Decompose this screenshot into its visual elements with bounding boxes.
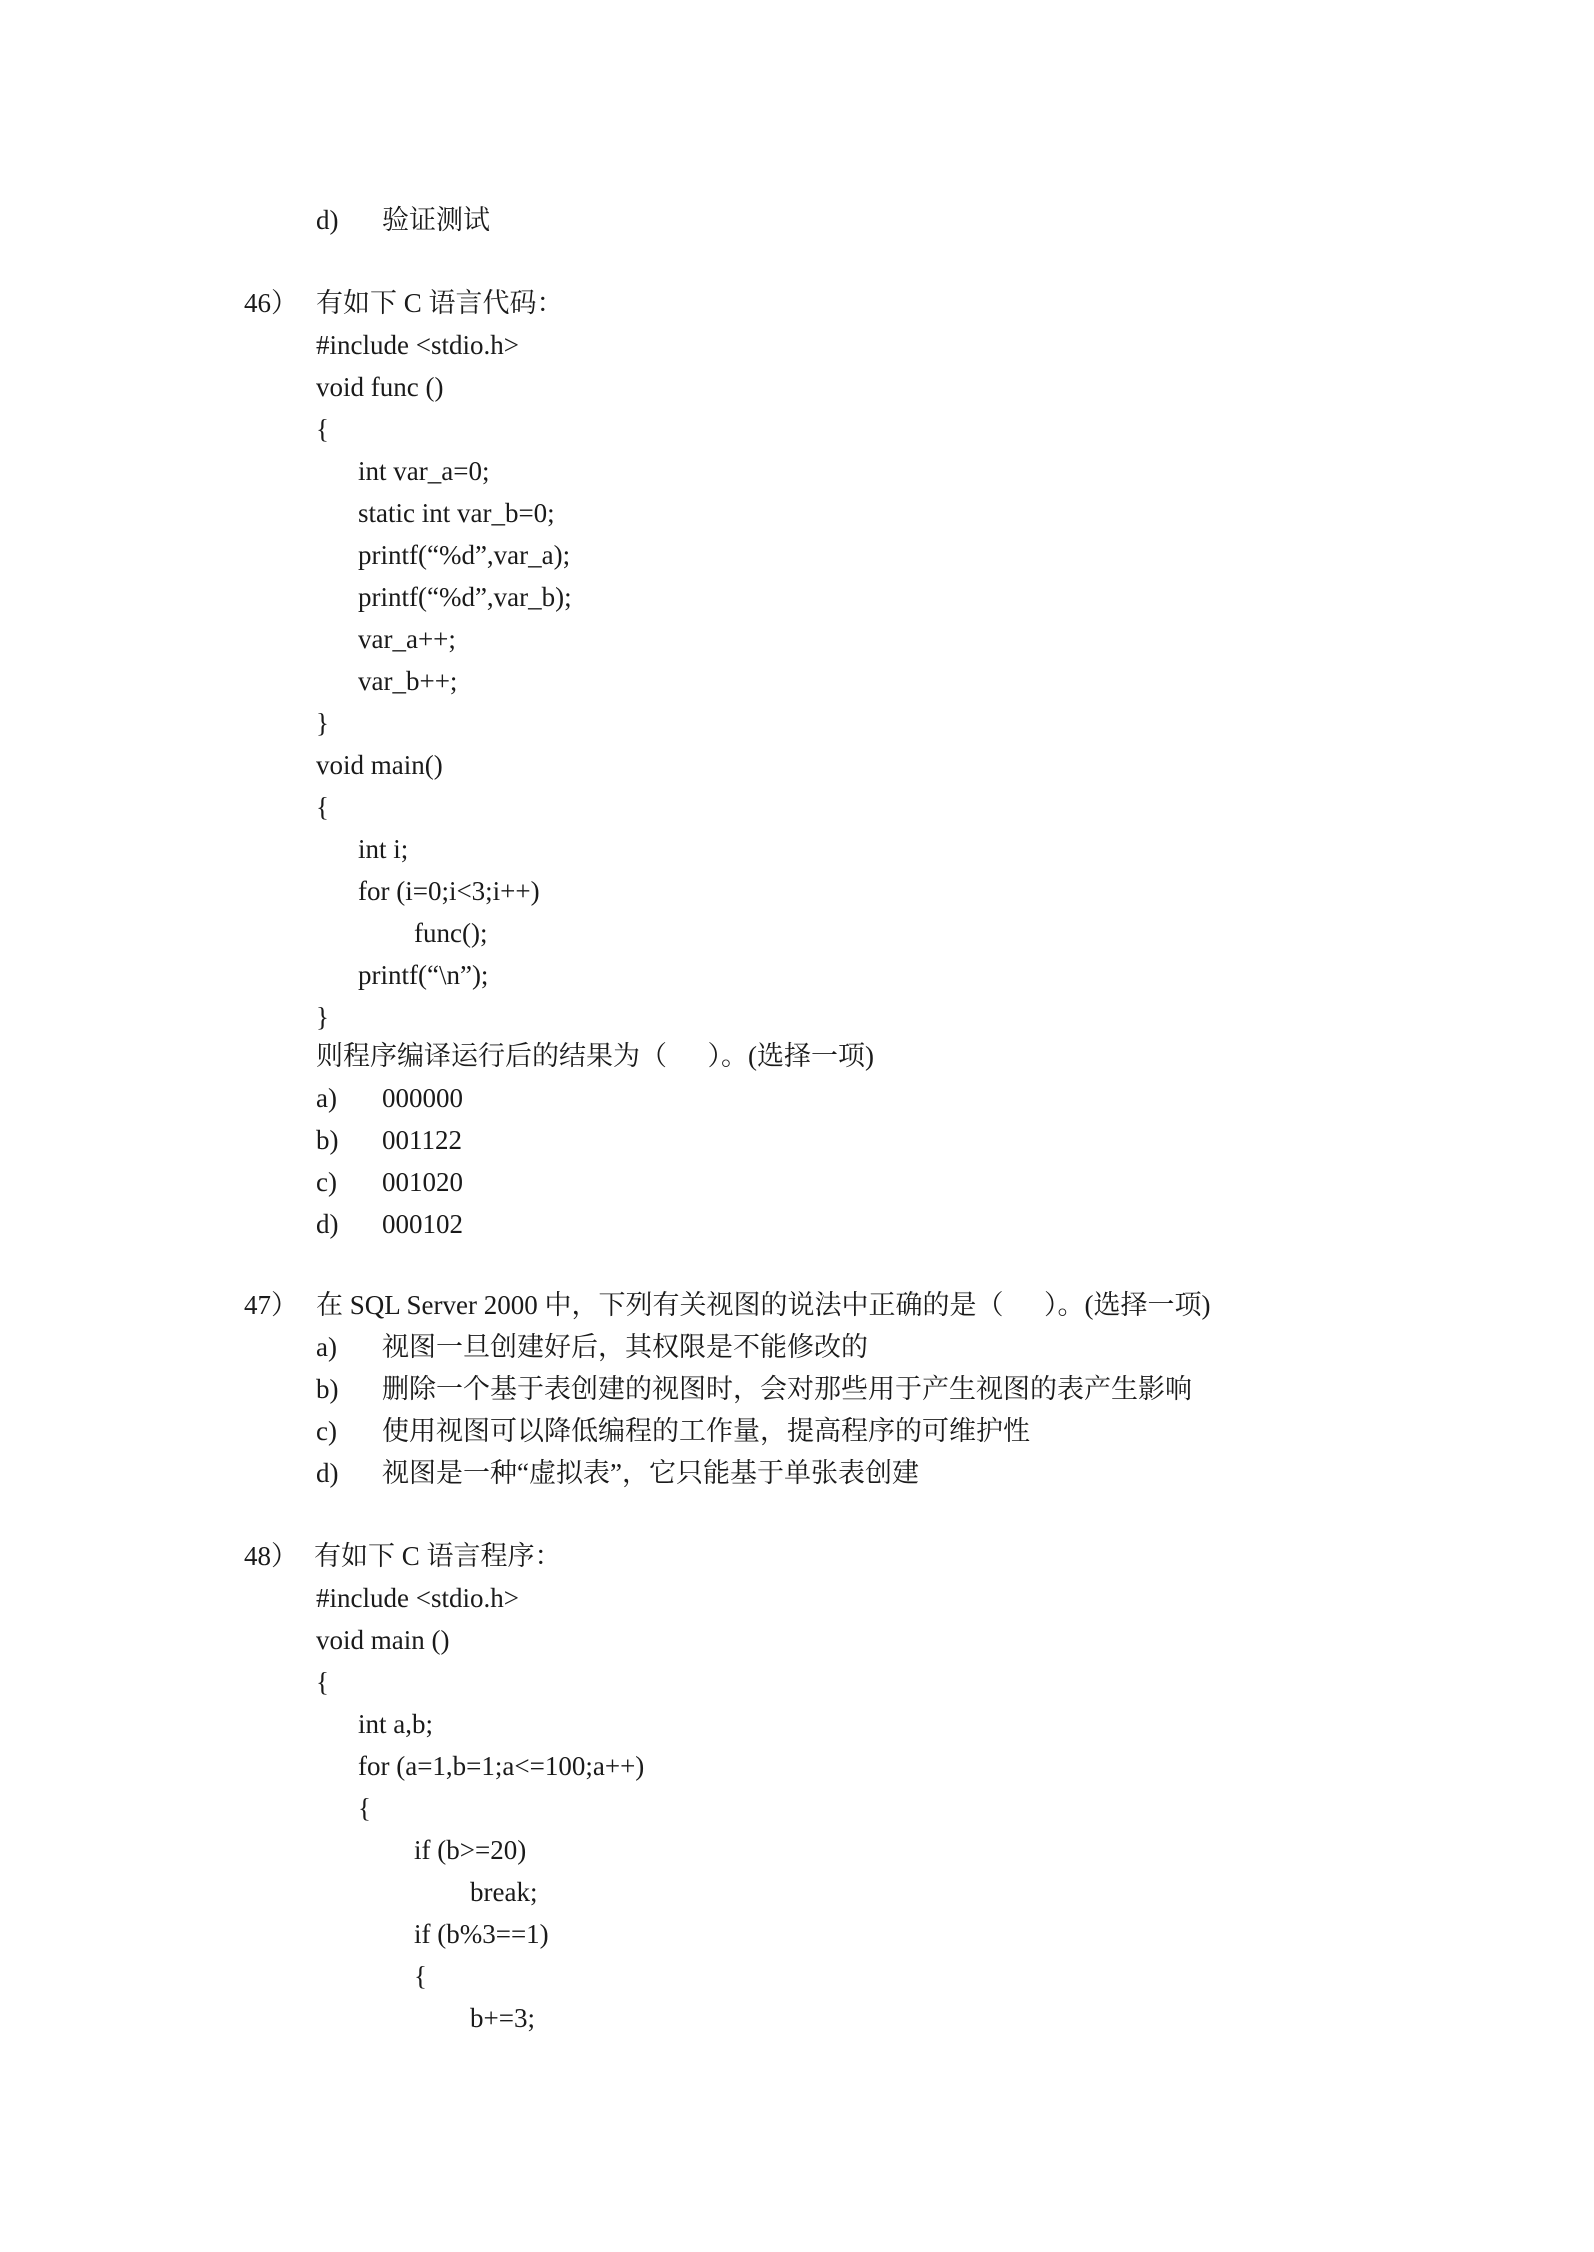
q47-option-d-letter: d) [316, 1458, 339, 1488]
q46-code-line: printf(“%d”,var_b); [358, 582, 572, 612]
q47-number: 47） [244, 1290, 298, 1320]
q45-option-d-letter: d) [316, 205, 339, 235]
q48-code-line: { [358, 1793, 371, 1823]
q46-prompt: 有如下 C 语言代码： [316, 288, 564, 318]
q48-code-line: if (b>=20) [414, 1835, 527, 1865]
q46-option-b-text: 001122 [382, 1125, 462, 1155]
q48-code-line: break; [470, 1877, 538, 1907]
q46-code-line: func(); [414, 918, 488, 948]
q48-code-line: for (a=1,b=1;a<=100;a++) [358, 1751, 645, 1781]
q46-code-line: } [316, 1002, 329, 1032]
q46-code-line: void func () [316, 372, 444, 402]
q46-code-line: int i; [358, 834, 409, 864]
q47-option-a-letter: a) [316, 1332, 337, 1362]
q46-code-line: { [316, 414, 329, 444]
q48-code-line: { [316, 1667, 329, 1697]
q46-number: 46） [244, 288, 298, 318]
q46-option-d-letter: d) [316, 1209, 339, 1239]
q46-code-line: void main() [316, 750, 443, 780]
q46-option-a-text: 000000 [382, 1083, 463, 1113]
q47-option-c-letter: c) [316, 1416, 337, 1446]
q46-code-line: { [316, 792, 329, 822]
q46-code-line: int var_a=0; [358, 456, 490, 486]
q47-option-d-text: 视图是一种“虚拟表”，它只能基于单张表创建 [382, 1458, 919, 1488]
q46-option-b-letter: b) [316, 1125, 339, 1155]
q48-code-line: b+=3; [470, 2003, 535, 2033]
q48-code-line: int a,b; [358, 1709, 433, 1739]
q47-option-a-text: 视图一旦创建好后，其权限是不能修改的 [382, 1332, 868, 1362]
q45-option-d-text: 验证测试 [382, 205, 490, 235]
q46-code-line: printf(“%d”,var_a); [358, 540, 571, 570]
q46-code-line: static int var_b=0; [358, 498, 555, 528]
q47-option-c-text: 使用视图可以降低编程的工作量，提高程序的可维护性 [382, 1416, 1030, 1446]
q48-prompt: 有如下 C 语言程序： [314, 1541, 562, 1571]
q46-code-line: #include <stdio.h> [316, 330, 519, 360]
q48-number: 48） [244, 1541, 298, 1571]
q48-code-line: #include <stdio.h> [316, 1583, 519, 1613]
q46-code-line: var_a++; [358, 624, 456, 654]
q46-option-d-text: 000102 [382, 1209, 463, 1239]
q46-option-c-letter: c) [316, 1167, 337, 1197]
q46-question: 则程序编译运行后的结果为（ ）。(选择一项) [316, 1041, 874, 1071]
q47-prompt: 在 SQL Server 2000 中，下列有关视图的说法中正确的是（ ）。(选择一项) [316, 1290, 1211, 1320]
q48-code-line: if (b%3==1) [414, 1919, 549, 1949]
q46-code-line: var_b++; [358, 666, 458, 696]
q46-code-line: printf(“\n”); [358, 960, 489, 990]
q48-code-line: void main () [316, 1625, 450, 1655]
q47-option-b-letter: b) [316, 1374, 339, 1404]
q47-option-b-text: 删除一个基于表创建的视图时，会对那些用于产生视图的表产生影响 [382, 1374, 1192, 1404]
q46-code-line: for (i=0;i<3;i++) [358, 876, 540, 906]
q46-option-c-text: 001020 [382, 1167, 463, 1197]
q48-code-line: { [414, 1961, 427, 1991]
q46-option-a-letter: a) [316, 1083, 337, 1113]
q46-code-line: } [316, 708, 329, 738]
